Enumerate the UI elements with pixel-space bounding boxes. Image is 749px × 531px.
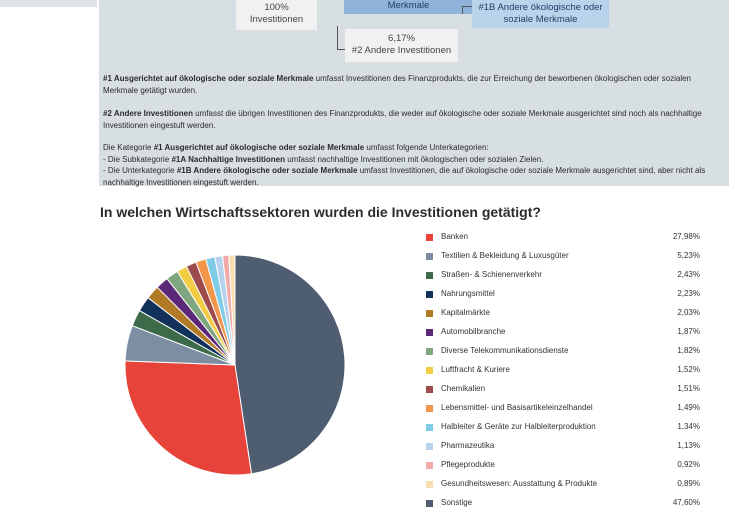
other-investments-box [345,29,458,62]
legend-label: Pharmazeutika [441,441,495,450]
legend-label: Kapitalmärkte [441,308,490,317]
legend-value: 1,49% [677,403,700,412]
legend-value: 0,89% [677,479,700,488]
legend-item [426,268,700,287]
sub-1b-text: umfasst Investitionen, die auf ökologische oder soziale Merkmale ausgerichtet sind, aber nicht als nachhaltige Investitionen eingestuft werden. [103,166,706,187]
legend-value: 1,52% [677,365,700,374]
explanation-3 [103,142,718,188]
legend-item [426,420,700,439]
legend-value: 1,13% [677,441,700,450]
legend-item [426,401,700,420]
legend-swatch [426,367,433,374]
legend-item [426,249,700,268]
legend-value: 1,51% [677,384,700,393]
legend-swatch [426,443,433,450]
explanation-3-end: umfasst folgende Unterkategorien: [364,143,489,152]
legend-swatch [426,291,433,298]
sub-1b-box [472,0,609,28]
legend-value: 5,23% [677,251,700,260]
other-value: 6,17% [388,33,415,44]
legend-item [426,363,700,382]
legend-item [426,306,700,325]
legend-swatch [426,481,433,488]
sub-1a-intro: - Die Subkategorie [103,154,172,164]
legend-swatch [426,405,433,412]
legend-item [426,382,700,401]
legend-swatch [426,234,433,241]
legend-value: 27,98% [672,232,700,241]
legend-value: 1,87% [677,327,700,336]
left-tab [0,0,97,7]
connector-to-1b [462,6,463,14]
other-label: #2 Andere Investitionen [351,45,452,56]
sub-1b-term: #1B Andere ökologische oder soziale Merkmale [176,166,358,175]
legend-item [426,325,700,344]
legend-swatch [426,310,433,317]
legend-label: Textilien & Bekleidung & Luxusgüter [441,251,569,260]
sub-1b-line2: soziale Merkmale [503,14,578,25]
explanation-1-term: #1 Ausgerichtet auf ökologische oder soziale Merkmale [103,74,314,83]
legend-swatch [426,348,433,355]
legend-swatch [426,462,433,469]
legend-label: Straßen- & Schienenverkehr [441,270,542,279]
legend-value: 47,60% [672,498,700,507]
connector-to-other-h [337,49,345,50]
legend-item [426,344,700,363]
aligned-box [344,0,473,14]
sub-1a-text: umfasst nachhaltige Investitionen mit ökologischen oder sozialen Zielen. [285,154,544,164]
legend-item [426,496,700,515]
total-label: Investitionen [249,14,304,25]
legend-label: Sonstige [441,498,473,507]
total-investments-box [236,0,317,30]
explanation-3-intro: Die Kategorie [103,143,154,152]
legend-label: Halbleiter & Geräte zur Halbleiterproduktion [441,422,596,431]
legend-item [426,230,700,249]
sub-1a-term: #1A Nachhaltige Investitionen [171,154,285,164]
chart-legend [426,230,700,515]
legend-swatch [426,329,433,336]
explanation-1 [103,73,718,96]
legend-value: 2,03% [677,308,700,317]
explanation-2 [103,108,718,131]
legend-swatch [426,424,433,431]
connector-to-other [337,26,338,50]
legend-label: Nahrungsmittel [441,289,495,298]
total-value: 100% [264,2,289,13]
legend-swatch [426,253,433,260]
explanation-1-text: umfasst Investitionen des Finanzprodukts, die zur Erreichung der beworbenen ökologischen oder sozialen Merkmale getätigt wurden. [103,74,691,95]
legend-swatch [426,500,433,507]
chart-title: In welchen Wirtschaftssektoren wurden die Investitionen getätigt? [100,204,541,220]
sector-pie-chart [110,240,360,490]
legend-value: 2,23% [677,289,700,298]
legend-item [426,458,700,477]
legend-value: 1,34% [677,422,700,431]
pie-slice [125,361,251,475]
legend-label: Banken [441,232,469,241]
legend-label: Lebensmittel- und Basisartikeleinzelhandel [441,403,593,412]
legend-label: Gesundheitswesen: Ausstattung & Produkte [441,479,598,488]
legend-item [426,439,700,458]
legend-label: Diverse Telekommunikationsdienste [441,346,569,355]
legend-label: Automobilbranche [441,327,506,336]
legend-value: 1,82% [677,346,700,355]
explanation-2-text: umfasst die übrigen Investitionen des Finanzprodukts, die weder auf ökologische oder soziale Merkmale ausgerichtet sind noch als nachhaltige Investitionen eingestuft werden. [103,109,702,130]
legend-label: Luftfracht & Kuriere [441,365,510,374]
legend-swatch [426,272,433,279]
sub-1b-intro: - Die Unterkategorie [103,166,177,175]
aligned-label: Merkmale [387,0,430,11]
explanation-3-term: #1 Ausgerichtet auf ökologische oder soziale Merkmale [153,143,365,152]
legend-value: 2,43% [677,270,700,279]
legend-swatch [426,386,433,393]
legend-item [426,287,700,306]
pie-slice [235,255,345,474]
legend-label: Chemikalien [441,384,486,393]
legend-label: Pflegeprodukte [441,460,495,469]
explanation-2-term: #2 Andere Investitionen [103,109,193,118]
sub-1b-line1: #1B Andere ökologische oder [478,2,603,13]
connector-to-1b-h [462,6,472,7]
legend-value: 0,92% [677,460,700,469]
legend-item [426,477,700,496]
